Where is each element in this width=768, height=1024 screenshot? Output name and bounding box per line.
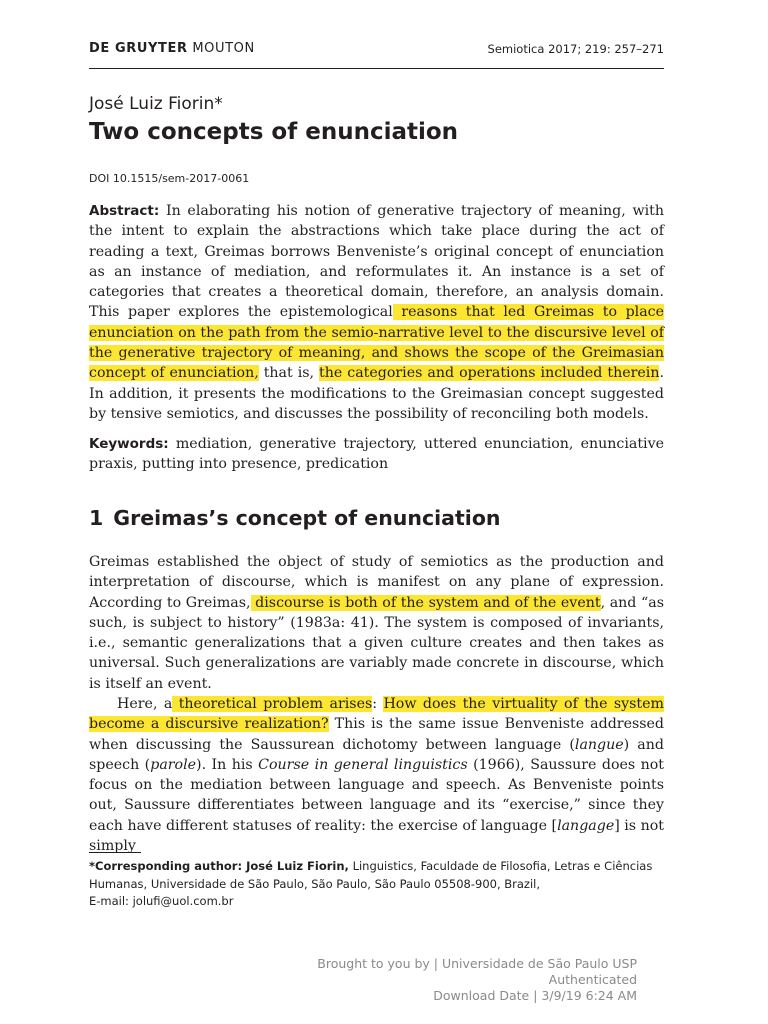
footnote-rule [89, 852, 141, 853]
body-text: ] is not simply [89, 817, 664, 855]
body-text: ) and speech ( [89, 736, 664, 773]
footnote [89, 858, 679, 911]
body-paragraph [89, 694, 664, 856]
download-notice [317, 956, 637, 1004]
download-notice-line: Brought to you by | Universidade de São Paulo USP [317, 956, 637, 971]
section-number: 1 [89, 506, 104, 530]
body-text: , and “as such, is subject to history” (1983a: 41). The system is composed of invariants, i.e., semantic generalizations that a given culture creates and then takes as universal. Such generalizations are variably made concrete in discourse, which is itself an event. [89, 594, 664, 692]
abstract-text: that is, [258, 365, 320, 382]
body-highlight: How does the virtuality of the system become a discursive realization? [89, 696, 664, 733]
download-notice-line: Authenticated [548, 972, 637, 987]
journal-citation: Semiotica 2017; 219: 257–271 [487, 42, 664, 56]
body-highlight: theoretical problem arises [172, 696, 373, 712]
header-rule [89, 68, 664, 69]
section-title: Greimas’s concept of enunciation [113, 506, 501, 530]
abstract-label: Abstract: [89, 203, 160, 219]
body-highlight: discourse is both of the system and of the event [250, 594, 601, 611]
body-text: (1966), Saussure does not focus on the mediation between language and speech. As Benveniste points out, Saussure differentiates between language and its “exercise,” since they each have different statuses of reality: the exercise of language [ [89, 756, 664, 834]
body-italic-term: langue [574, 736, 624, 753]
body-text: : [372, 696, 384, 712]
body-text: Here, a [117, 696, 173, 712]
abstract-highlight: reasons that led Greimas to place enunciation on the path from the semio-narrative level to the discursive level of the generative trajectory of meaning, and shows the scope of the Greimasian concept of enunciation, [89, 304, 664, 382]
footnote-email[interactable]: E-mail: jolufi@uol.com.br [89, 894, 234, 908]
abstract-highlight: the categories and operations included therein [319, 365, 660, 382]
section-heading [89, 506, 501, 530]
abstract-text: . In addition, it presents the modifications to the Greimasian concept suggested by tensive semiotics, and discusses the possibility of reconciling both models. [89, 365, 664, 422]
download-notice-line: Download Date | 3/9/19 6:24 AM [433, 988, 637, 1003]
body-text: This is the same issue Benveniste addressed when discussing the Saussurean dichotomy between language ( [89, 716, 665, 753]
keywords-text: mediation, generative trajectory, uttered enunciation, enunciative praxis, putting into presence, predication [89, 436, 664, 473]
footnote-affiliation: Linguistics, Faculdade de Filosofia, Letras e Ciências Humanas, Universidade de São Paulo, São Paulo, São Paulo 05508-900, Brazil, [89, 859, 653, 891]
publisher-name-light: MOUTON [187, 41, 255, 56]
body-text: Greimas established the object of study of semiotics as the production and interpretation of discourse, which is manifest on any plane of expression. According to Greimas, [89, 554, 664, 611]
body-italic-title: Course in general linguistics [258, 756, 468, 773]
body-text: ). In his [196, 756, 259, 773]
abstract-text: In elaborating his notion of generative trajectory of meaning, with the intent to explain the abstractions which take place during the act of reading a text, Greimas borrows Benveniste’s original concept of enunciation as an instance of mediation, and reformulates it. An instance is a set of categories that creates a theoretical domain, therefore, an analysis domain. This paper explores the epistemological [89, 203, 664, 321]
body-paragraph [89, 552, 664, 694]
author-name: José Luiz Fiorin* [89, 94, 223, 114]
abstract [89, 201, 664, 424]
doi-link[interactable]: DOI 10.1515/sem-2017-0061 [89, 172, 250, 185]
publisher-logo [89, 41, 255, 56]
keywords [89, 434, 664, 475]
publisher-name-bold: DE GRUYTER [89, 41, 188, 56]
footnote-label: *Corresponding author: José Luiz Fiorin, [89, 859, 349, 873]
keywords-label: Keywords: [89, 436, 169, 452]
article-title: Two concepts of enunciation [89, 119, 459, 145]
body-italic-term: langage [557, 817, 615, 834]
body-italic-term: parole [150, 756, 197, 773]
